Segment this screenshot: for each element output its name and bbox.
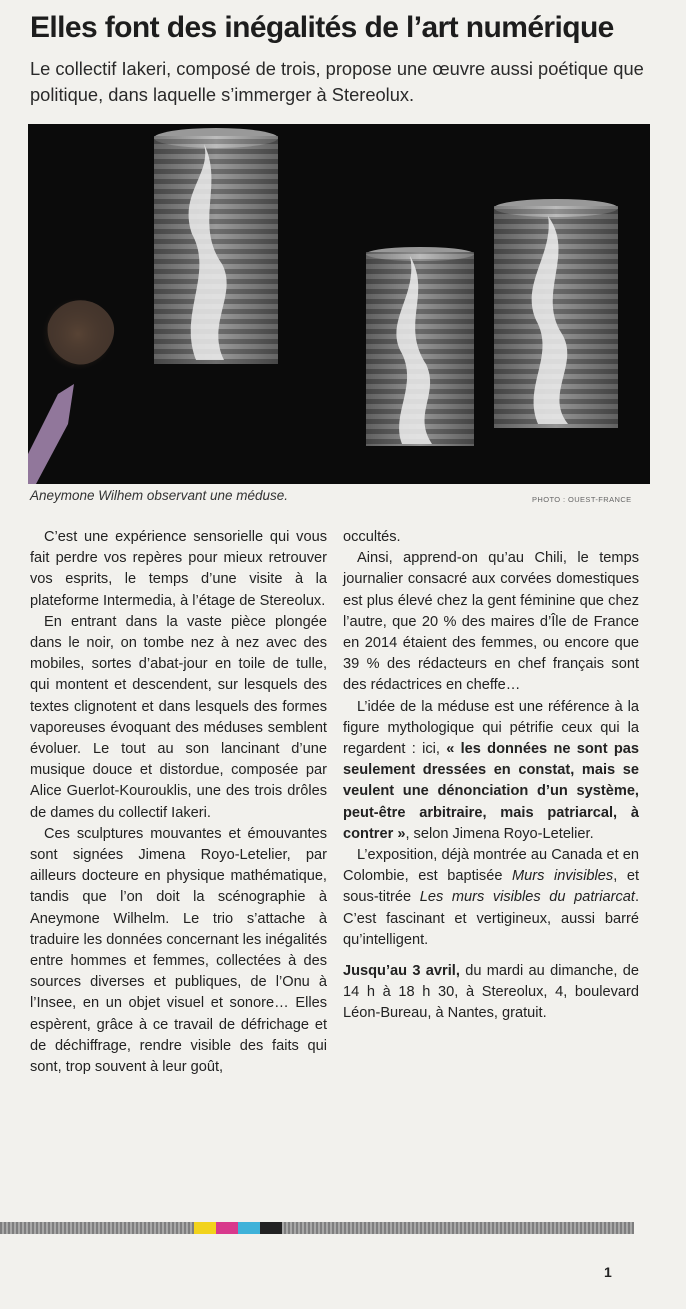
paragraph-text: . C’est fascinant et vertigineux, aussi barré qu’intelligent. (343, 889, 639, 948)
color-registration-swatches (194, 1222, 282, 1234)
photo-caption: Aneymone Wilhem observant une méduse. (30, 488, 289, 503)
practical-info (343, 961, 639, 1025)
page-number: 1 (604, 1264, 612, 1280)
paragraph-text: L’idée de la méduse est une référence à la figure mythologique qui pétrifie ceux qui la regardent : ici, (343, 698, 639, 758)
article-column-left (30, 527, 327, 1078)
paragraph: C’est une expérience sensorielle qui vous fait perdre vos repères pour mieux retrouver vos esprits, le temps d’une visite à la plateforme Intermedia, à l’étage de Stereolux. (30, 529, 327, 609)
exhibition-subtitle: Les murs visibles du patriarcat (419, 889, 635, 906)
paragraph: Ces sculptures mouvantes et émouvantes sont signées Jimena Royo-Letelier, par ailleurs docteure en physique mathématique, tandis que l’on doit la scénographie à Aneymone Wilhelm. Le trio s’attache à traduire les données concernant les inégalités entre hommes et femmes, collectées à des sources diverses et publiques, de l’Onu à l’Insee, en un objet visuel et sonore… Elles espèrent, grâce à ce travail de défrichage et de déchiffrage, rendre visible des faits qui sont, trop souvent à leur goût, (30, 825, 327, 1076)
tulle-lamp-3 (494, 199, 618, 428)
article-photo (28, 124, 650, 484)
print-registration-bar (0, 1222, 634, 1234)
paragraph-text: , et sous-titrée (343, 868, 639, 906)
paragraph-medusa (343, 697, 639, 845)
swatch-cyan (238, 1222, 260, 1234)
paragraph-continuation: occultés. (343, 529, 401, 545)
swatch-yellow (194, 1222, 216, 1234)
article-headline: Elles font des inégalités de l’art numérique (30, 11, 614, 44)
pull-quote: « les données ne sont pas seulement dressées en constat, mais se veulent une dénonciation d’un système, peut-être arbitraire, mais patriarcal, à contrer » (343, 741, 639, 842)
paragraph-text: L’exposition, déjà montrée au Canada et en Colombie, est baptisée (343, 847, 639, 885)
jellyfish-sculpture-image (28, 124, 650, 484)
tulle-lamp-2 (366, 247, 474, 446)
article-column-right (343, 527, 639, 1025)
paragraph-exhibition (343, 845, 639, 951)
swatch-magenta (216, 1222, 238, 1234)
photo-credit: PHOTO : OUEST-FRANCE (532, 495, 632, 504)
info-details: du mardi au dimanche, de 14 h à 18 h 30, à Stereolux, 4, boulevard Léon-Bureau, à Nantes, gratuit. (343, 963, 639, 1022)
swatch-black (260, 1222, 282, 1234)
info-dates: Jusqu’au 3 avril, (343, 963, 460, 980)
paragraph-text: , selon Jimena Royo-Letelier. (405, 825, 594, 842)
exhibition-title: Murs invisibles (512, 868, 614, 885)
paragraph: En entrant dans la vaste pièce plongée dans le noir, on tombe nez à nez avec des mobiles, sortes d’abat-jour en toile de tulle, qui montent et descendent, sur lesquels des textes clignotent et dans lesquels des formes vaporeuses évoquant des méduses semblent évoluer. Le tout au son lancinant d’une musique douce et distordue, composée par Alice Guerlot-Kourouklis, une des trois drôles de dames du collectif Iakeri. (30, 613, 327, 821)
tulle-lamp-1 (154, 128, 278, 364)
paragraph: Ainsi, apprend-on qu’au Chili, le temps journalier consacré aux corvées domestiques est plus élevé chez la gent féminine que chez l’autre, que 20 % des maires d’Île de France en 2014 étaient des femmes, ou encore que 39 % des rédacteurs en chef français sont des rédactrices en cheffe… (343, 550, 639, 694)
article-deck: Le collectif Iakeri, composé de trois, propose une œuvre aussi poétique que politique, dans laquelle s’immerger à Stereolux. (30, 58, 644, 105)
